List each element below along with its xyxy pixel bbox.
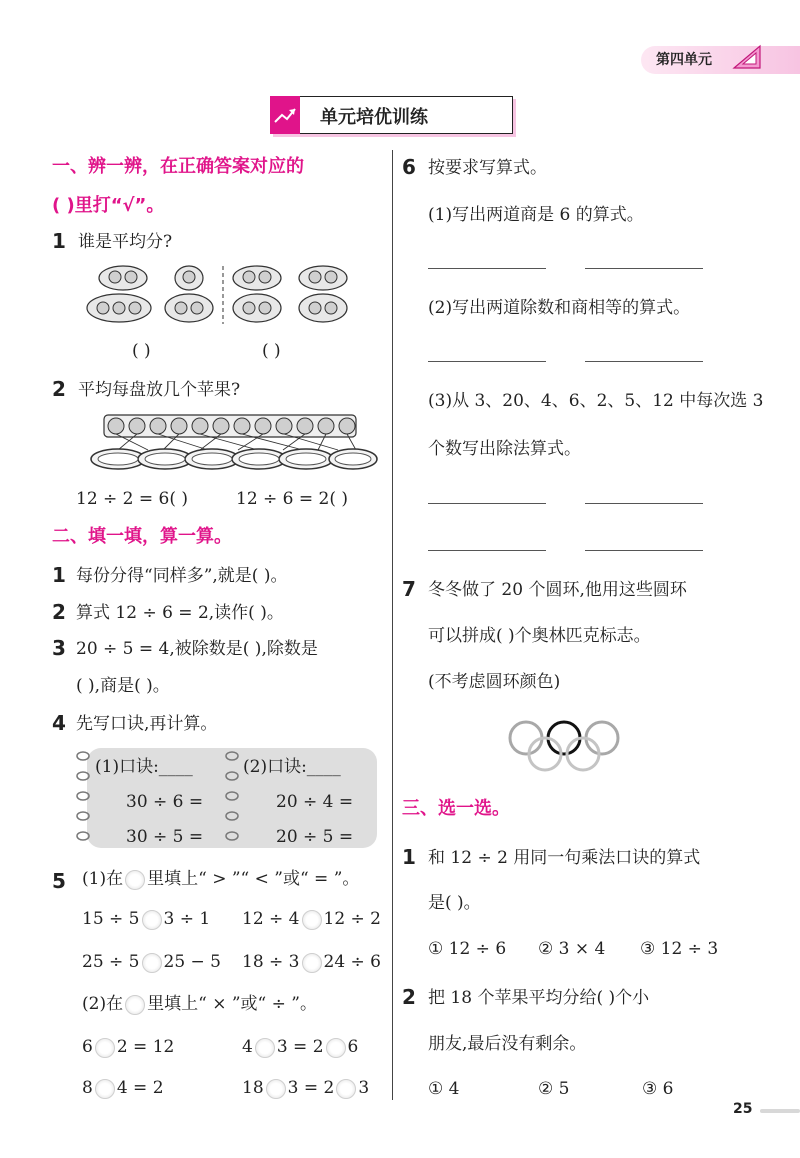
s3-q2-line2: 朋友,最后没有剩余。 — [428, 1034, 587, 1054]
column-divider — [392, 150, 393, 1100]
s2-q1-number: 1 — [52, 563, 66, 587]
s3-q2-number: 2 — [402, 985, 416, 1009]
page-number: 25 — [733, 1101, 753, 1117]
s2-q2-text[interactable]: 算式 12 ÷ 6 = 2,读作( )。 — [76, 603, 284, 623]
olympic-rings-icon — [490, 718, 640, 774]
answer-circle[interactable] — [142, 910, 162, 930]
s2-q5-row3-right — [242, 1036, 358, 1058]
page-title: 单元培优训练 — [320, 107, 428, 128]
answer-circle[interactable] — [95, 1038, 115, 1058]
expr: 3 — [358, 1078, 370, 1098]
answer-circle[interactable] — [95, 1079, 115, 1099]
section1-heading-line1: 一、辨一辨，在正确答案对应的 — [52, 156, 304, 177]
section3-heading: 三、选一选。 — [402, 798, 510, 819]
expr: 4 — [242, 1037, 253, 1057]
answer-line[interactable] — [428, 361, 546, 362]
q6-part1: (1)写出两道商是 6 的算式。 — [428, 205, 644, 225]
s2-q5-row4-left — [82, 1077, 164, 1099]
expr: 12 ÷ 2 — [323, 909, 381, 929]
s2-q4-left-eq1[interactable]: 30 ÷ 6 = — [126, 792, 204, 812]
s3-q1-line2[interactable]: 是( )。 — [428, 893, 481, 913]
s3-q1-option2[interactable]: ② 3 × 4 — [538, 939, 606, 959]
q6-part3-line1: (3)从 3、20、4、6、2、5、12 中每次选 3 — [428, 391, 764, 411]
apple-groups-illustration — [85, 262, 385, 328]
s2-q5-part1-post: 里填上“ > ”“ < ”或“ = ”。 — [147, 869, 360, 889]
s2-q4-right-eq1[interactable]: 20 ÷ 4 = — [276, 792, 354, 812]
s2-q5-row1-left — [82, 908, 210, 930]
s2-q5-part2 — [82, 993, 317, 1015]
s2-q1-text[interactable]: 每份分得“同样多”,就是( )。 — [76, 566, 288, 586]
expr: 18 ÷ 3 — [242, 952, 300, 972]
expr: 15 ÷ 5 — [82, 909, 140, 929]
s2-q5-part1 — [82, 868, 359, 890]
q6-part3-line2: 个数写出除法算式。 — [428, 439, 581, 459]
answer-circle[interactable] — [326, 1038, 346, 1058]
answer-circle[interactable] — [266, 1079, 286, 1099]
s3-q1-line1: 和 12 ÷ 2 用同一句乘法口诀的算式 — [428, 848, 701, 868]
s3-q2-option2[interactable]: ② 5 — [538, 1079, 570, 1099]
s2-q5-row2-right — [242, 951, 381, 973]
answer-circle[interactable] — [336, 1079, 356, 1099]
answer-line[interactable] — [585, 550, 703, 551]
footer-bar — [760, 1109, 800, 1113]
expr: 18 — [242, 1078, 264, 1098]
q7-line1: 冬冬做了 20 个圆环,他用这些圆环 — [428, 580, 687, 600]
s1-q2-eq2[interactable]: 12 ÷ 6 = 2( ) — [236, 489, 349, 509]
apples-to-plates-illustration — [88, 412, 378, 474]
s2-q4-right-eq2[interactable]: 20 ÷ 5 = — [276, 827, 354, 847]
answer-circle[interactable] — [302, 953, 322, 973]
s3-q1-option3[interactable]: ③ 12 ÷ 3 — [640, 939, 719, 959]
s2-q4-right-label[interactable]: (2)口诀:____ — [243, 757, 341, 777]
expr: 3 = 2 — [287, 1078, 335, 1098]
s2-q4-left-label[interactable]: (1)口诀:____ — [95, 757, 193, 777]
s2-q5-row2-left — [82, 951, 221, 973]
blank-circle-icon — [125, 870, 145, 890]
section2-heading: 二、填一填，算一算。 — [52, 526, 232, 547]
trend-chart-icon — [272, 102, 298, 128]
q7-line2[interactable]: 可以拼成( )个奥林匹克标志。 — [428, 626, 651, 646]
s1-q2-text: 平均每盘放几个苹果? — [78, 380, 241, 400]
answer-line[interactable] — [428, 268, 546, 269]
q6-number: 6 — [402, 155, 416, 179]
s1-q1-number: 1 — [52, 229, 66, 253]
ruler-triangle-icon — [730, 42, 764, 72]
s2-q5-part2-post: 里填上“ × ”或“ ÷ ”。 — [147, 994, 317, 1014]
answer-line[interactable] — [428, 503, 546, 504]
expr: 25 − 5 — [163, 952, 221, 972]
s1-q2-eq1[interactable]: 12 ÷ 2 = 6( ) — [76, 489, 189, 509]
expr: 3 ÷ 1 — [163, 909, 211, 929]
section1-heading-line2: ( )里打“√”。 — [52, 195, 165, 216]
s2-q5-part1-pre: (1)在 — [82, 869, 124, 889]
q7-number: 7 — [402, 577, 416, 601]
answer-circle[interactable] — [302, 910, 322, 930]
answer-circle[interactable] — [142, 953, 162, 973]
answer-line[interactable] — [428, 550, 546, 551]
expr: 12 ÷ 4 — [242, 909, 300, 929]
s2-q5-row3-left — [82, 1036, 174, 1058]
s1-q1-answer-right[interactable]: ( ) — [262, 341, 281, 361]
s2-q5-row1-right — [242, 908, 381, 930]
answer-circle[interactable] — [255, 1038, 275, 1058]
answer-line[interactable] — [585, 361, 703, 362]
s2-q5-number: 5 — [52, 869, 66, 893]
expr: 8 — [82, 1078, 93, 1098]
s1-q1-answer-left[interactable]: ( ) — [132, 341, 151, 361]
q6-part2: (2)写出两道除数和商相等的算式。 — [428, 298, 691, 318]
s2-q4-number: 4 — [52, 711, 66, 735]
unit-label: 第四单元 — [656, 52, 712, 68]
expr: 4 = 2 — [116, 1078, 164, 1098]
expr: 3 = 2 — [276, 1037, 324, 1057]
expr: 24 ÷ 6 — [323, 952, 381, 972]
answer-line[interactable] — [585, 503, 703, 504]
blank-circle-icon — [125, 995, 145, 1015]
s2-q4-text: 先写口诀,再计算。 — [76, 714, 218, 734]
s3-q1-option1[interactable]: ① 12 ÷ 6 — [428, 939, 507, 959]
s2-q2-number: 2 — [52, 600, 66, 624]
s2-q3-line2[interactable]: ( ),商是( )。 — [76, 676, 170, 696]
s3-q1-number: 1 — [402, 845, 416, 869]
expr: 2 = 12 — [116, 1037, 175, 1057]
s3-q2-option3[interactable]: ③ 6 — [642, 1079, 674, 1099]
answer-line[interactable] — [585, 268, 703, 269]
q6-text: 按要求写算式。 — [428, 158, 547, 178]
s1-q2-number: 2 — [52, 377, 66, 401]
s2-q3-number: 3 — [52, 636, 66, 660]
expr: 6 — [347, 1037, 359, 1057]
notebook-center-rings — [224, 746, 240, 850]
q7-line3: (不考虑圆环颜色) — [428, 672, 561, 692]
expr: 25 ÷ 5 — [82, 952, 140, 972]
s2-q5-row4-right — [242, 1077, 369, 1099]
s1-q1-text: 谁是平均分? — [78, 232, 173, 252]
s3-q2-line1[interactable]: 把 18 个苹果平均分给( )个小 — [428, 988, 650, 1008]
s2-q3-line1[interactable]: 20 ÷ 5 = 4,被除数是( ),除数是 — [76, 639, 318, 659]
notebook-rings — [75, 746, 91, 850]
s3-q2-option1[interactable]: ① 4 — [428, 1079, 460, 1099]
s2-q4-left-eq2[interactable]: 30 ÷ 5 = — [126, 827, 204, 847]
s2-q5-part2-pre: (2)在 — [82, 994, 124, 1014]
expr: 6 — [82, 1037, 93, 1057]
